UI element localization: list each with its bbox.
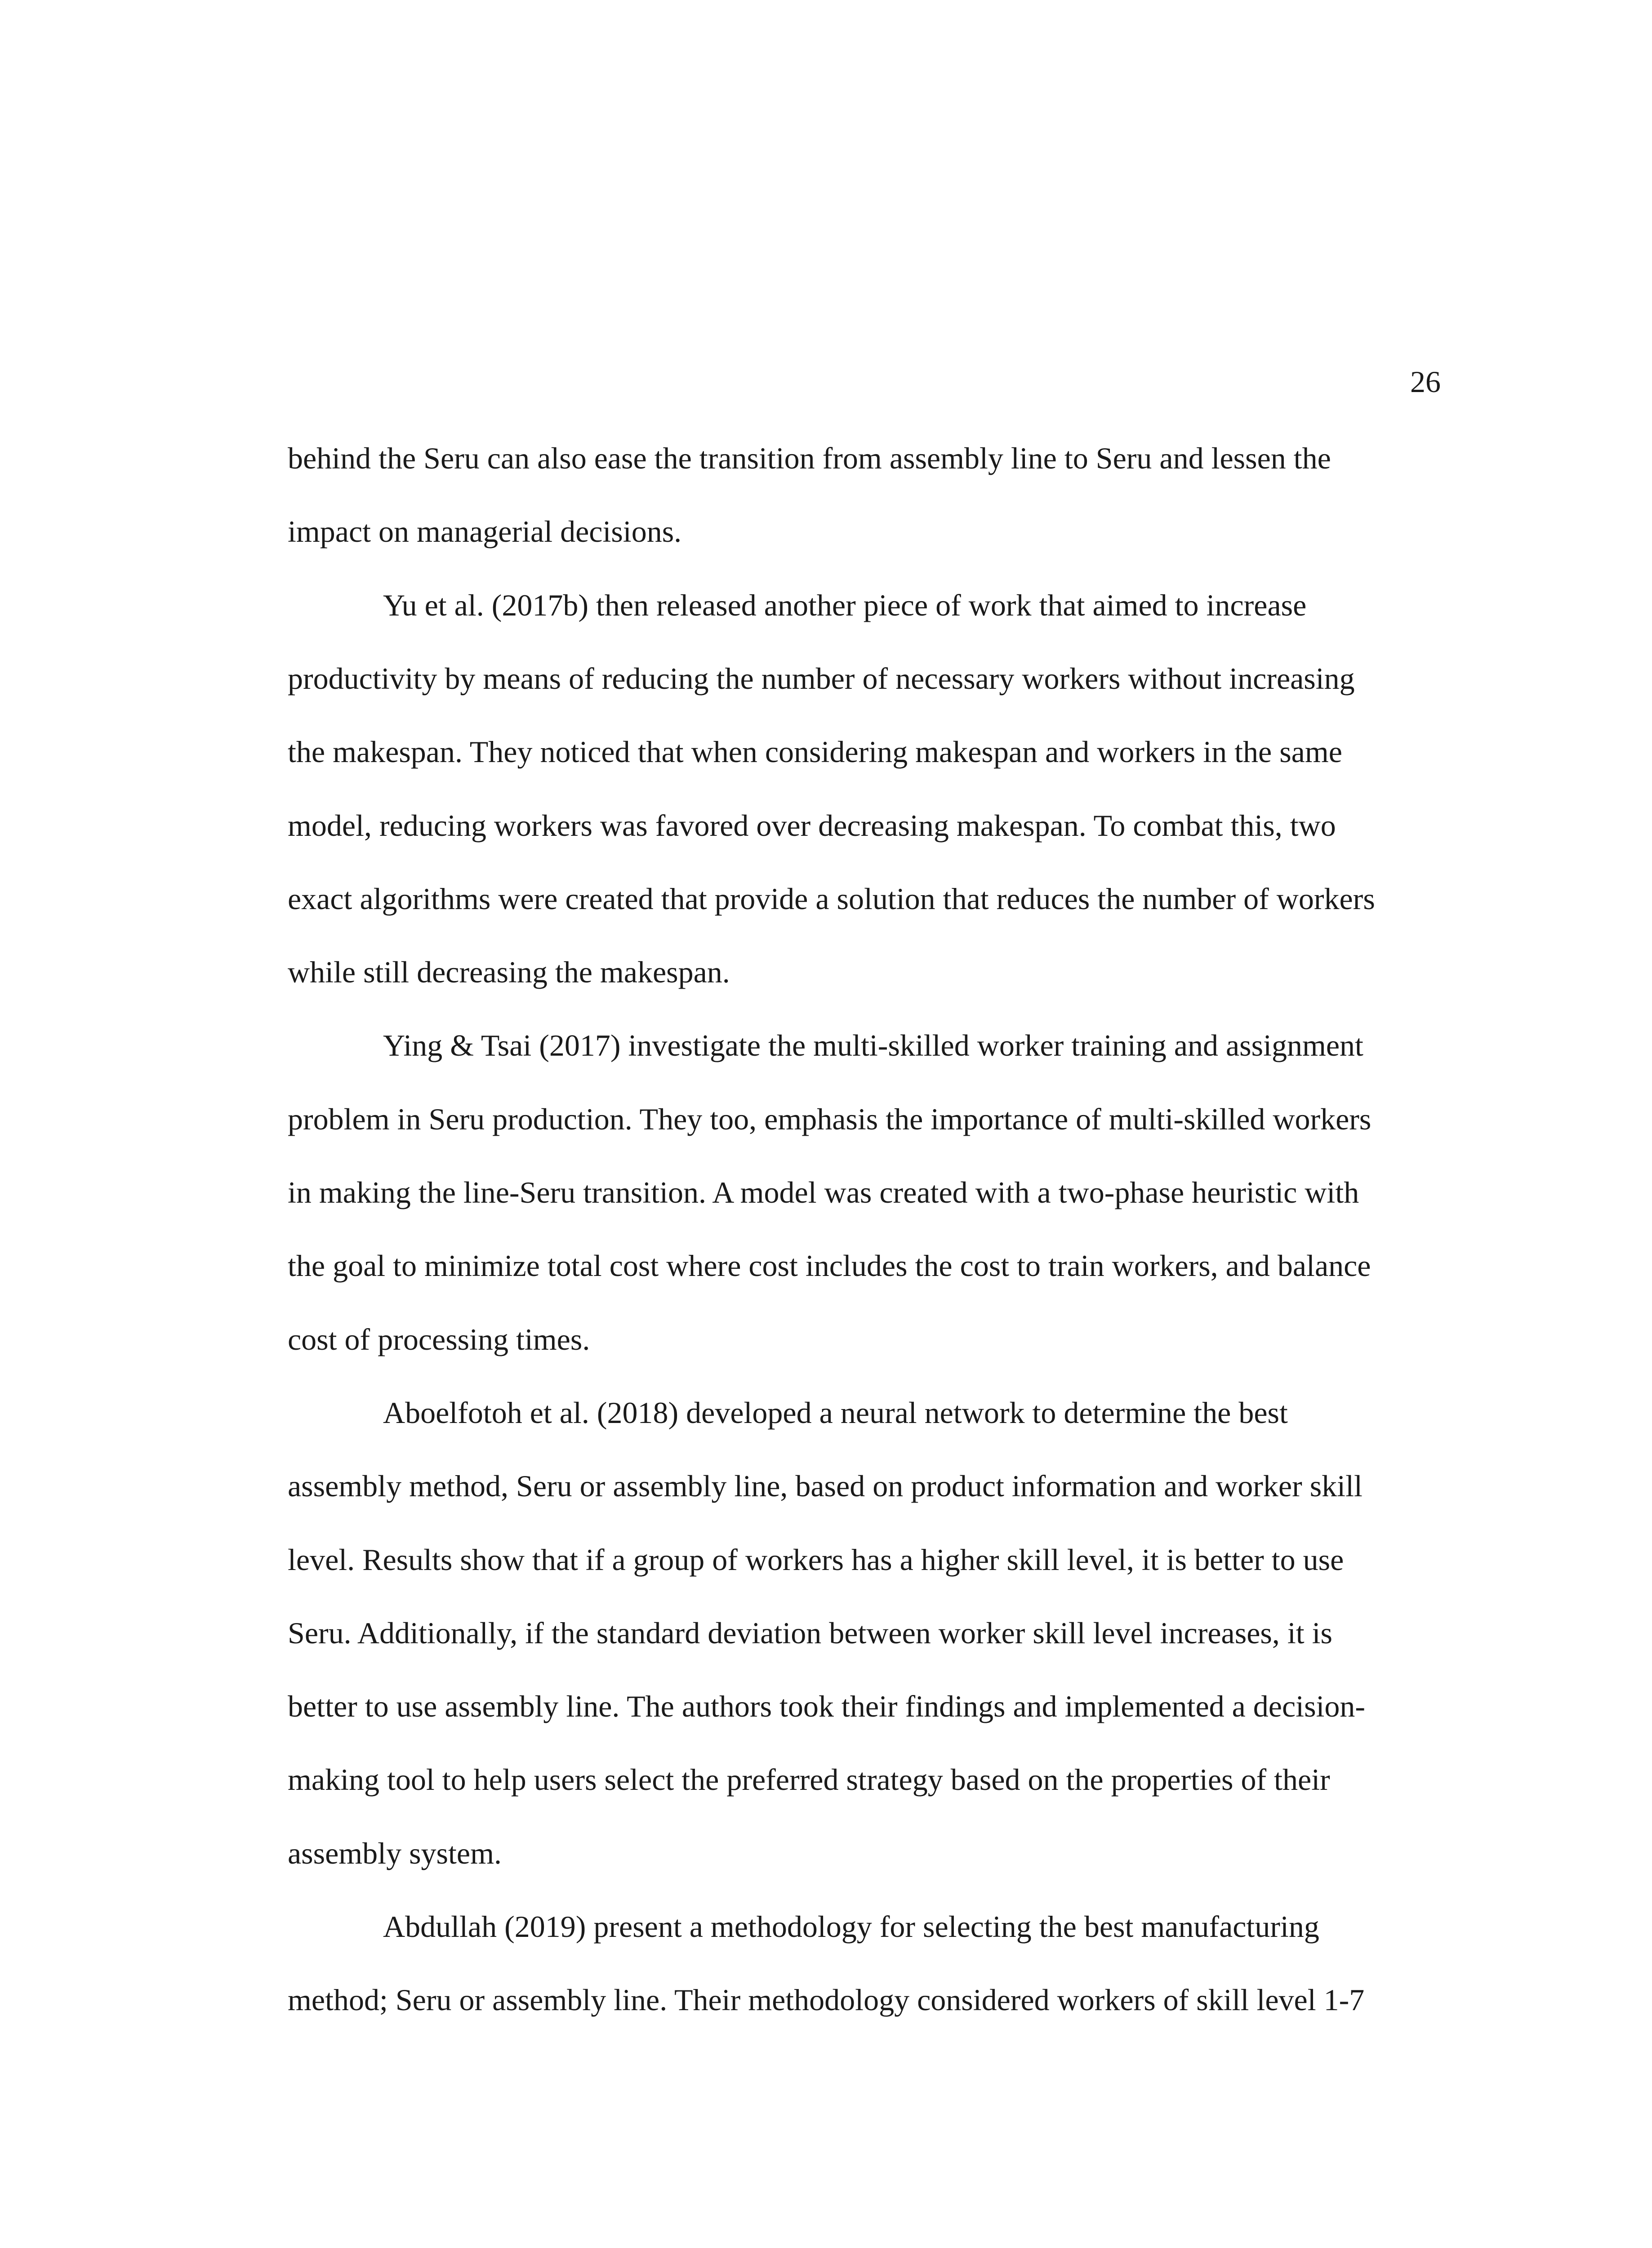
text-line: assembly method, Seru or assembly line, based on product information and worker skill [288, 1469, 1363, 1503]
text-line: impact on managerial decisions. [288, 514, 682, 549]
text-line: method; Seru or assembly line. Their methodology considered workers of skill level 1-7 [288, 1983, 1365, 2017]
text-line: problem in Seru production. They too, emphasis the importance of multi-skilled workers [288, 1102, 1371, 1136]
text-line: behind the Seru can also ease the transition from assembly line to Seru and lessen the [288, 441, 1331, 475]
text-line: Yu et al. (2017b) then released another piece of work that aimed to increase [383, 588, 1307, 622]
text-line: Aboelfotoh et al. (2018) developed a neural network to determine the best [383, 1396, 1288, 1430]
text-line: the makespan. They noticed that when considering makespan and workers in the same [288, 735, 1342, 769]
text-line: productivity by means of reducing the number of necessary workers without increasing [288, 661, 1355, 696]
text-line: while still decreasing the makespan. [288, 955, 730, 989]
text-line: the goal to minimize total cost where cost includes the cost to train workers, and balance [288, 1249, 1371, 1283]
text-line: assembly system. [288, 1836, 502, 1870]
text-line: exact algorithms were created that provide a solution that reduces the number of workers [288, 882, 1375, 916]
text-line: making tool to help users select the preferred strategy based on the properties of their [288, 1762, 1330, 1797]
text-line: better to use assembly line. The authors took their findings and implemented a decision- [288, 1689, 1366, 1723]
text-line: Abdullah (2019) present a methodology for selecting the best manufacturing [383, 1909, 1319, 1944]
text-line: level. Results show that if a group of workers has a higher skill level, it is better to use [288, 1543, 1344, 1577]
text-line: Ying & Tsai (2017) investigate the multi-skilled worker training and assignment [383, 1028, 1363, 1062]
page-number: 26 [1410, 365, 1441, 399]
text-line: cost of processing times. [288, 1322, 590, 1356]
text-line: model, reducing workers was favored over decreasing makespan. To combat this, two [288, 808, 1336, 843]
text-line: Seru. Additionally, if the standard deviation between worker skill level increases, it is [288, 1616, 1332, 1650]
text-line: in making the line-Seru transition. A model was created with a two-phase heuristic with [288, 1175, 1359, 1209]
